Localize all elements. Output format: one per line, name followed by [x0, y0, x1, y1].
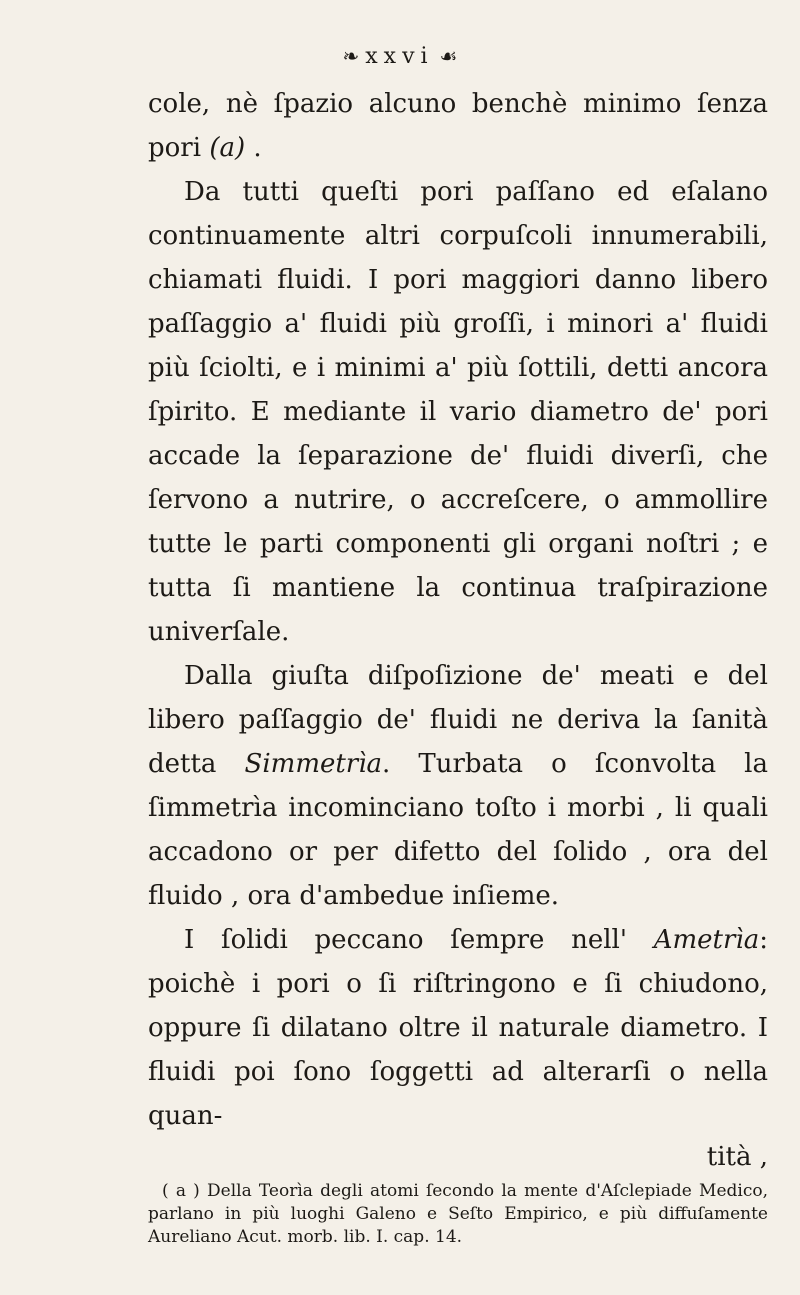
page-number: xxvi [365, 44, 434, 69]
footnote [148, 1180, 768, 1249]
paragraph-3: Dalla giuſta diſpoſizione de' meati e del libero paſſaggio de' fluidi ne deriva la ſanità detta Simmetrìa. Turbata o ſconvolta la ſimmetrìa incominciano toſto i morbi , li quali accadono or per difetto del ſolido , ora del fluido , ora d'ambedue inſieme. [148, 661, 768, 911]
footnote-marker: ( a ) [162, 1181, 200, 1201]
body-text [148, 82, 768, 1138]
term-simmetria: Simmetrìa [244, 749, 383, 779]
left-ornament-icon: ❧ [342, 44, 360, 68]
paragraph-1: cole, nè ſpazio alcuno benchè minimo ſenza pori (a) . [148, 89, 768, 163]
page-header [0, 44, 800, 69]
footnote-text: Della Teorìa degli atomi ſecondo la mente d'Aſclepiade Medico, parlano in più luoghi Galeno e Seſto Empirico, e più diffuſamente Aureliano Acut. morb. lib. I. cap. 14. [148, 1181, 768, 1247]
paragraph-2: Da tutti queſti pori paſſano ed eſalano continuamente altri corpuſcoli innumerabili, chiamati fluidi. I pori maggiori danno libero paſſaggio a' fluidi più groſſi, i minori a' fluidi più ſciolti, e i minimi a' più ſottili, detti ancora ſpirito. E mediante il vario diametro de' pori accade la ſeparazione de' fluidi diverſi, che ſervono a nutrire, o accreſcere, o ammollire tutte le parti componenti gli organi noſtri ; e tutta ſi mantiene la continua traſpirazione univerſale. [148, 177, 768, 647]
paragraph-4: I ſolidi peccano ſempre nell' Ametrìa: poichè i pori o ſi riſtringono e ſi chiudono, oppure ſi dilatano oltre il naturale diametro. I fluidi poi ſono ſoggetti ad alterarſi o nella quan- [148, 925, 768, 1131]
term-ametria: Ametrìa [653, 925, 760, 955]
right-ornament-icon: ☙ [439, 44, 458, 68]
catchword: tità , [706, 1142, 768, 1172]
note-reference: (a) [209, 133, 246, 163]
